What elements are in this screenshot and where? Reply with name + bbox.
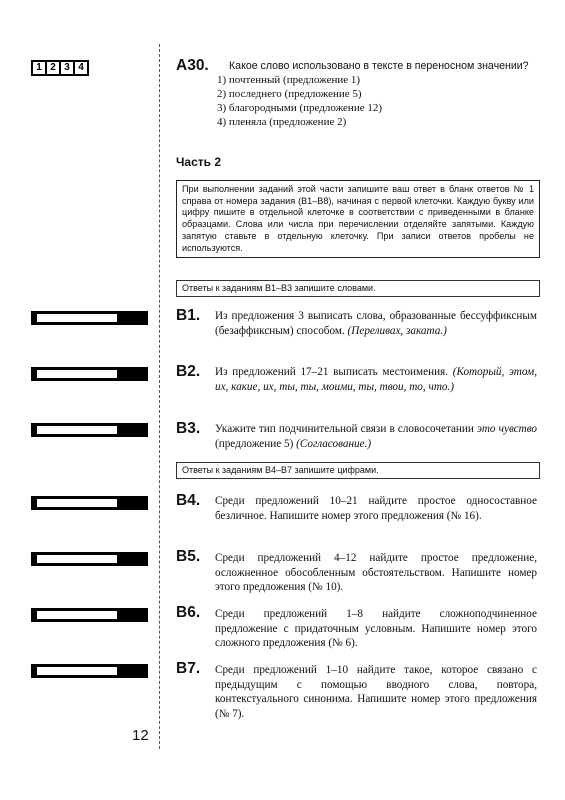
task-label-b6: В6.	[176, 604, 201, 621]
answer-strip-b2	[31, 367, 148, 381]
b1-answer: (Переливах, заката.)	[347, 324, 447, 337]
b3-phrase: это чувство	[477, 423, 537, 435]
answer-strip-b7	[31, 664, 148, 678]
answer-box-3: 3	[61, 62, 73, 74]
b1-text: Из предложения 3 выписать слова, образованные бессуффиксным (безаффиксным) способом.	[215, 310, 537, 337]
task-label-a30: А30.	[176, 57, 209, 74]
task-label-b2: В2.	[176, 363, 201, 380]
task-text-b2	[215, 365, 537, 394]
answer-strip-b4	[31, 496, 148, 510]
answer-option-boxes	[31, 60, 89, 76]
b2-text: Из предложений 17–21 выписать местоимения.	[215, 366, 453, 378]
part-title: Часть 2	[176, 155, 222, 169]
part2-instructions: При выполнении заданий этой части запишите ваш ответ в бланк ответов № 1 справа от номера задания (В1–В8), начиная с первой клеточки. Каждую букву или цифру пишите в отдельной клеточке в соответствии с приведенными в бланке образцами. Слова или числа при перечислении отделяйте запятыми. Каждую запятую ставьте в отдельную клеточку. При записи ответов пробелы не используются.	[176, 180, 540, 258]
task-text-b4: Среди предложений 10–21 найдите простое односоставное безличное. Напишите номер этого предложения (№ 16).	[215, 495, 537, 522]
task-text-b5: Среди предложений 4–12 найдите простое предложение, осложненное обособленным обстоятельством. Напишите номер этого предложения (№ 10).	[215, 552, 537, 593]
answer-strip-b6	[31, 608, 148, 622]
task-text-b6: Среди предложений 1–8 найдите сложноподчиненное предложение с придаточным условным. Напишите номер этого сложного предложения (№ 6).	[215, 608, 537, 649]
answer-box-2: 2	[47, 62, 59, 74]
task-label-b7: В7.	[176, 660, 201, 677]
a30-option-1: 1) почтенный (предложение 1)	[217, 74, 361, 86]
task-text-b3	[215, 422, 537, 451]
a30-options	[217, 73, 382, 129]
task-text-b7: Среди предложений 1–10 найдите такое, которое связано с предыдущим с помощью вводного слова, повтора, контекстуального синонима. Напишите номер этого предложения (№ 7).	[215, 664, 537, 720]
a30-option-3: 3) благородными (предложение 12)	[217, 102, 383, 114]
a30-option-4: 4) пленяла (предложение 2)	[217, 116, 347, 128]
answer-box-1: 1	[33, 62, 45, 74]
margin-divider	[159, 44, 160, 749]
task-label-b3: В3.	[176, 420, 201, 437]
answer-strip-b1	[31, 311, 148, 325]
task-label-b1: В1.	[176, 307, 201, 324]
task-label-b4: В4.	[176, 492, 201, 509]
note-digits: Ответы к заданиям В4–В7 запишите цифрами.	[176, 462, 540, 479]
note-words: Ответы к заданиям В1–В3 запишите словами.	[176, 280, 540, 297]
page-number: 12	[132, 727, 149, 744]
b3-answer: (Согласование.)	[296, 437, 372, 450]
b3-text-after: (предложение 5)	[215, 437, 297, 450]
task-label-b5: В5.	[176, 548, 201, 565]
answer-box-4: 4	[75, 62, 87, 74]
answer-strip-b3	[31, 423, 148, 437]
answer-strip-b5	[31, 552, 148, 566]
a30-question: Какое слово использовано в тексте в переносном значении?	[229, 60, 529, 72]
b2-answer: (Который, этом, их, какие, их, ты, ты, моими, ты, твои, то, что.)	[215, 366, 537, 393]
a30-option-2: 2) последнего (предложение 5)	[217, 88, 362, 100]
task-text-b1	[215, 309, 537, 338]
b3-text-before: Укажите тип подчинительной связи в словосочетании	[215, 423, 478, 435]
